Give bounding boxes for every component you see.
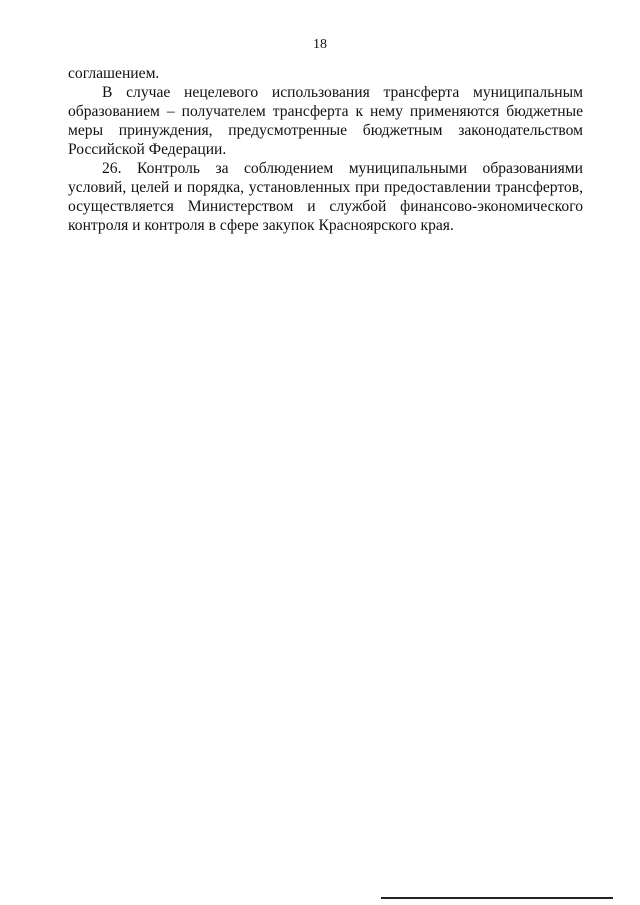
paragraph-control-clause-26: 26. Контроль за соблюдением муниципальными образованиями условий, целей и порядка, установленных при предоставлении трансфертов, осуществляется Министерством и службой финансово-экономического контроля и контроля в сфере закупок Красноярского края. [68, 160, 583, 234]
footer-divider [381, 897, 613, 899]
paragraph-misuse-of-transfer: В случае нецелевого использования трансферта муниципальным образованием – получателем трансферта к нему применяются бюджетные меры принуждения, предусмотренные бюджетным законодательством Российской Федерации. [68, 84, 583, 158]
page-number: 18 [313, 37, 327, 52]
document-body [68, 64, 583, 235]
paragraph-agreement-end: соглашением. [68, 65, 160, 82]
